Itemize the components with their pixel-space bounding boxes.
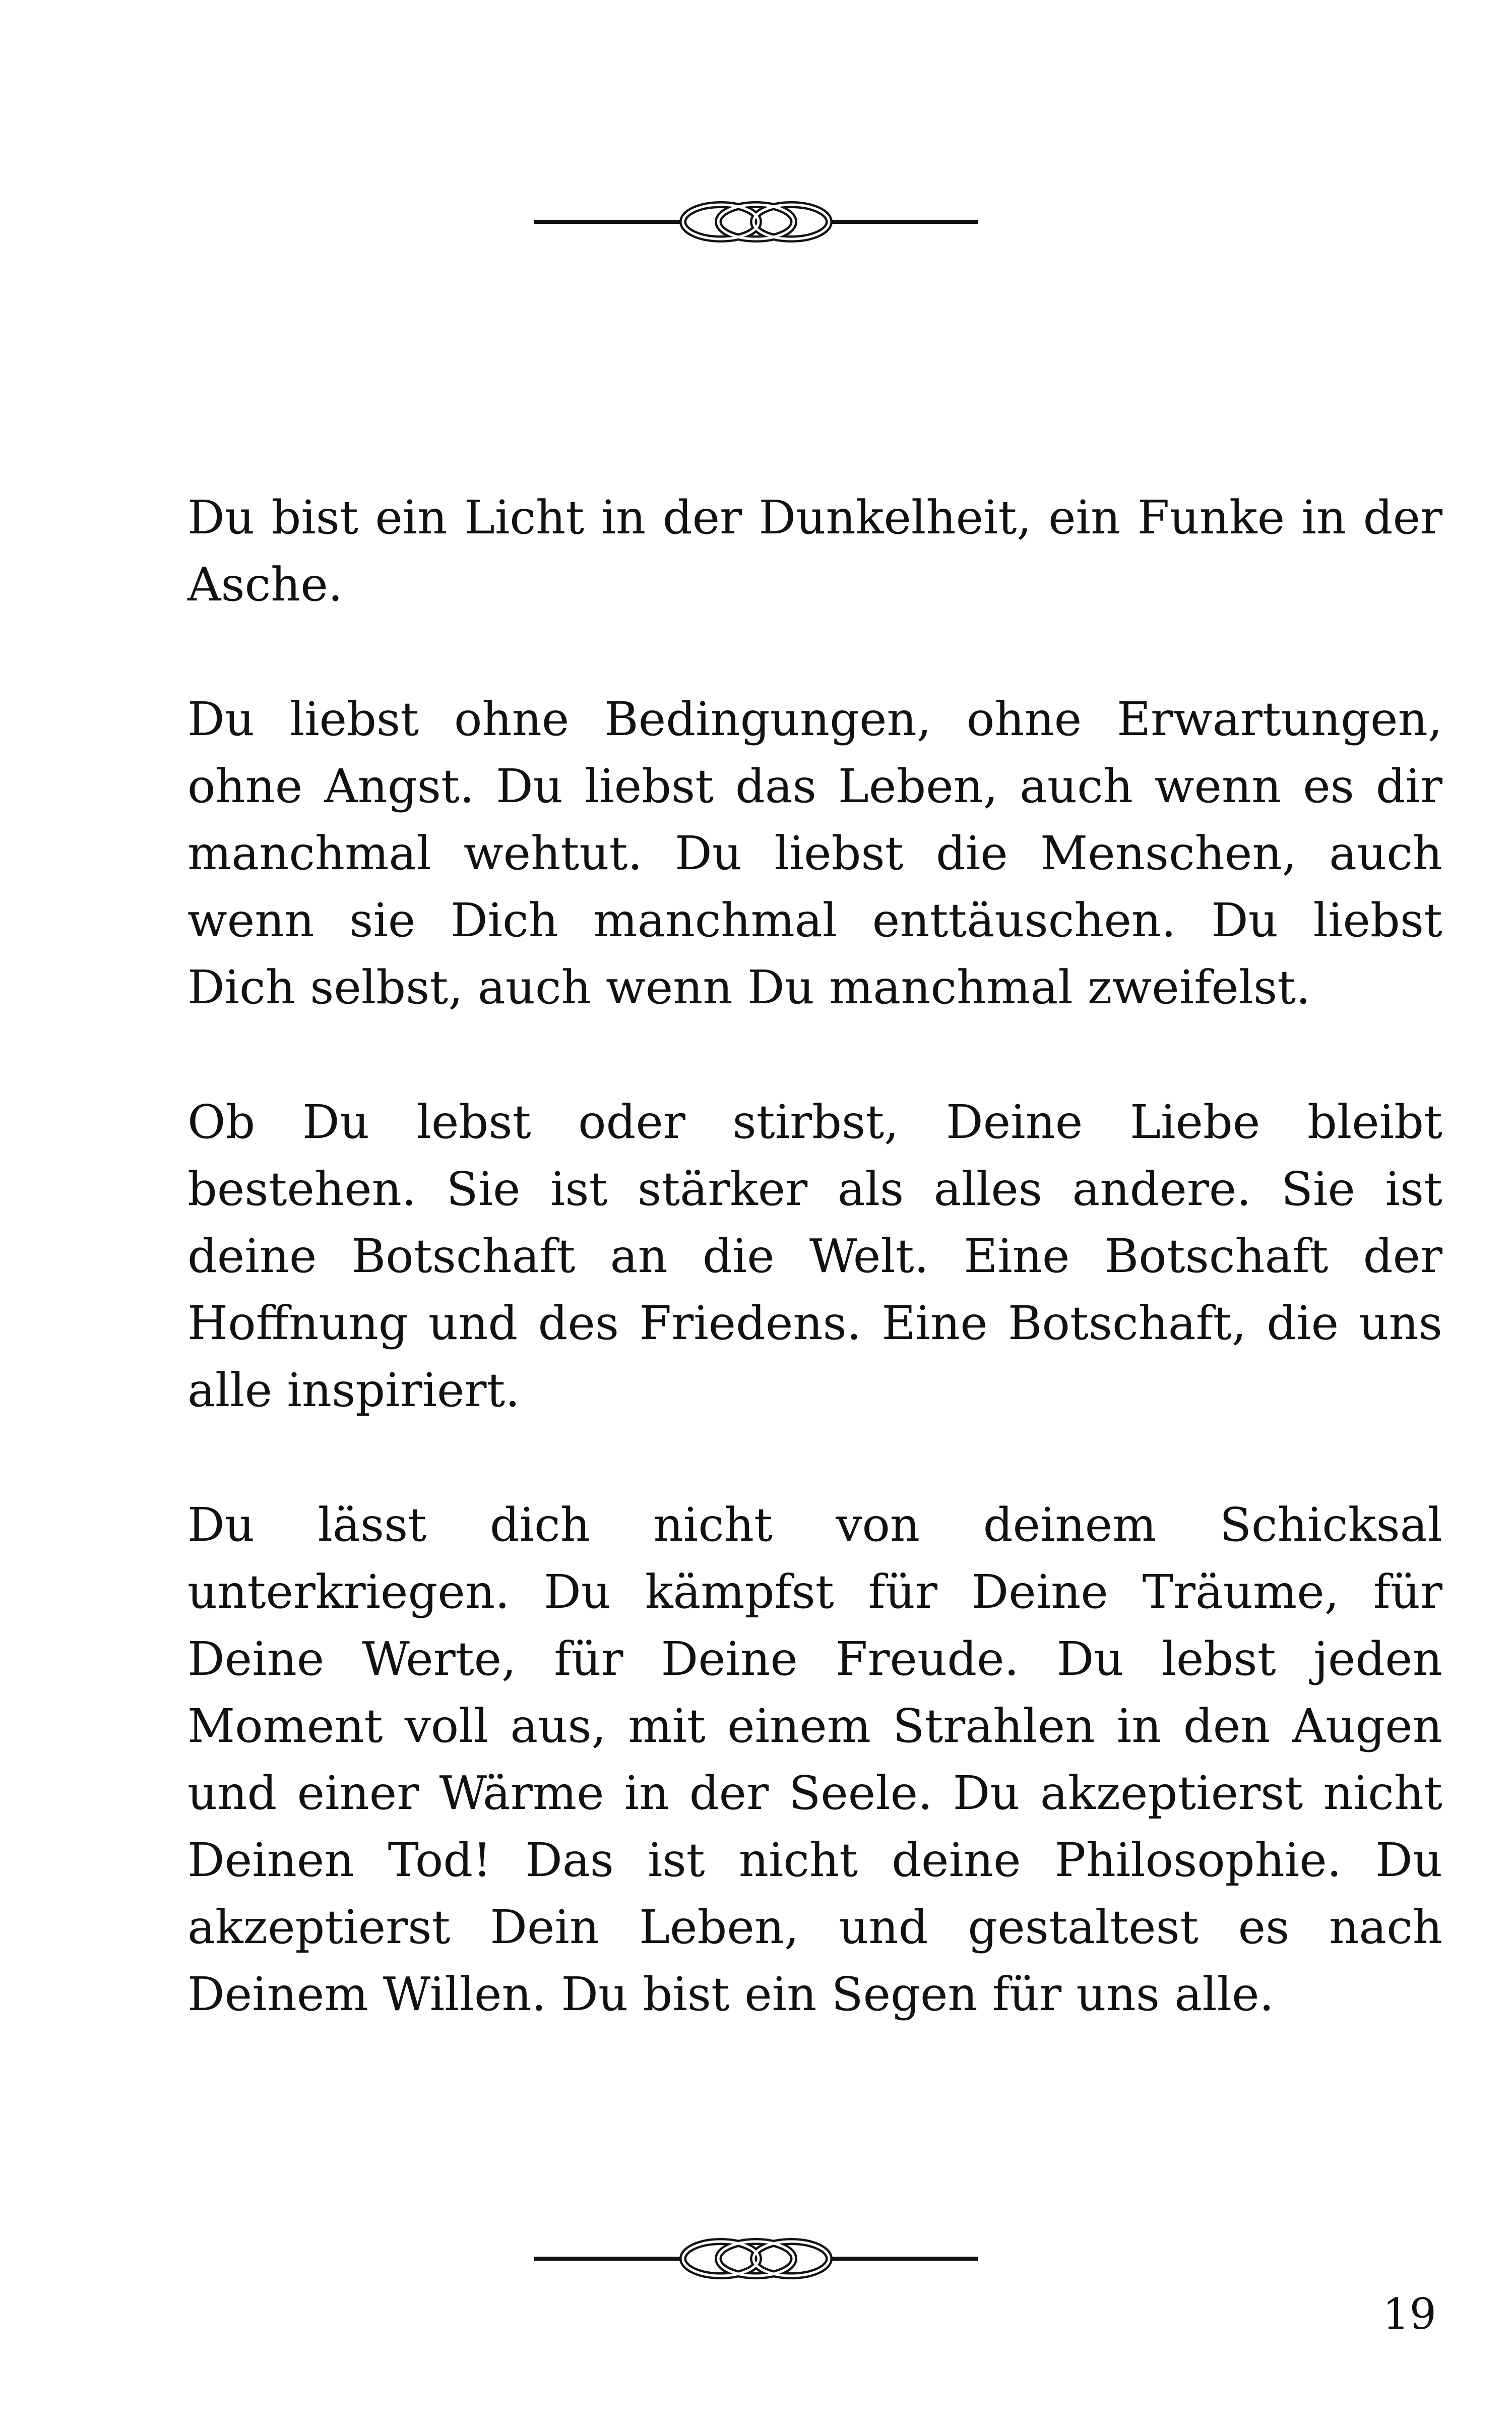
celtic-knot-divider-icon: [504, 2228, 1008, 2289]
page-number: 19: [1382, 2289, 1436, 2339]
bottom-ornament-divider: [504, 2228, 1008, 2289]
paragraph-1: Du bist ein Licht in der Dunkelheit, ein Funke in der Asche.: [187, 491, 1442, 612]
paragraph-4: Du lässt dich nicht von deinem Schicksal unterkriegen. Du kämpfst für Deine Träume, für Deine Werte, für Deine Freude. Du lebst jeden Moment voll aus, mit einem Strahlen in den Augen und einer Wärme in der Seele. Du akzeptierst nicht Deinen Tod! Das ist nicht deine Philosophie. Du akzeptierst Dein Leben, und gestaltest es nach Deinem Willen. Du bist ein Segen für uns alle.: [187, 1498, 1442, 2021]
celtic-knot-divider-icon: [504, 192, 1008, 252]
body-text: [187, 484, 1442, 2095]
top-ornament-divider: [504, 192, 1008, 252]
paragraph-3: Ob Du lebst oder stirbst, Deine Liebe bleibt bestehen. Sie ist stärker als alles andere. Sie ist deine Botschaft an die Welt. Eine Botschaft der Hoffnung und des Friedens. Eine Botschaft, die uns alle inspiriert.: [187, 1095, 1442, 1417]
paragraph-2: Du liebst ohne Bedingungen, ohne Erwartungen, ohne Angst. Du liebst das Leben, auch wenn es dir manchmal wehtut. Du liebst die Menschen, auch wenn sie Dich manchmal enttäuschen. Du liebst Dich selbst, auch wenn Du manchmal zweifelst.: [187, 692, 1442, 1014]
